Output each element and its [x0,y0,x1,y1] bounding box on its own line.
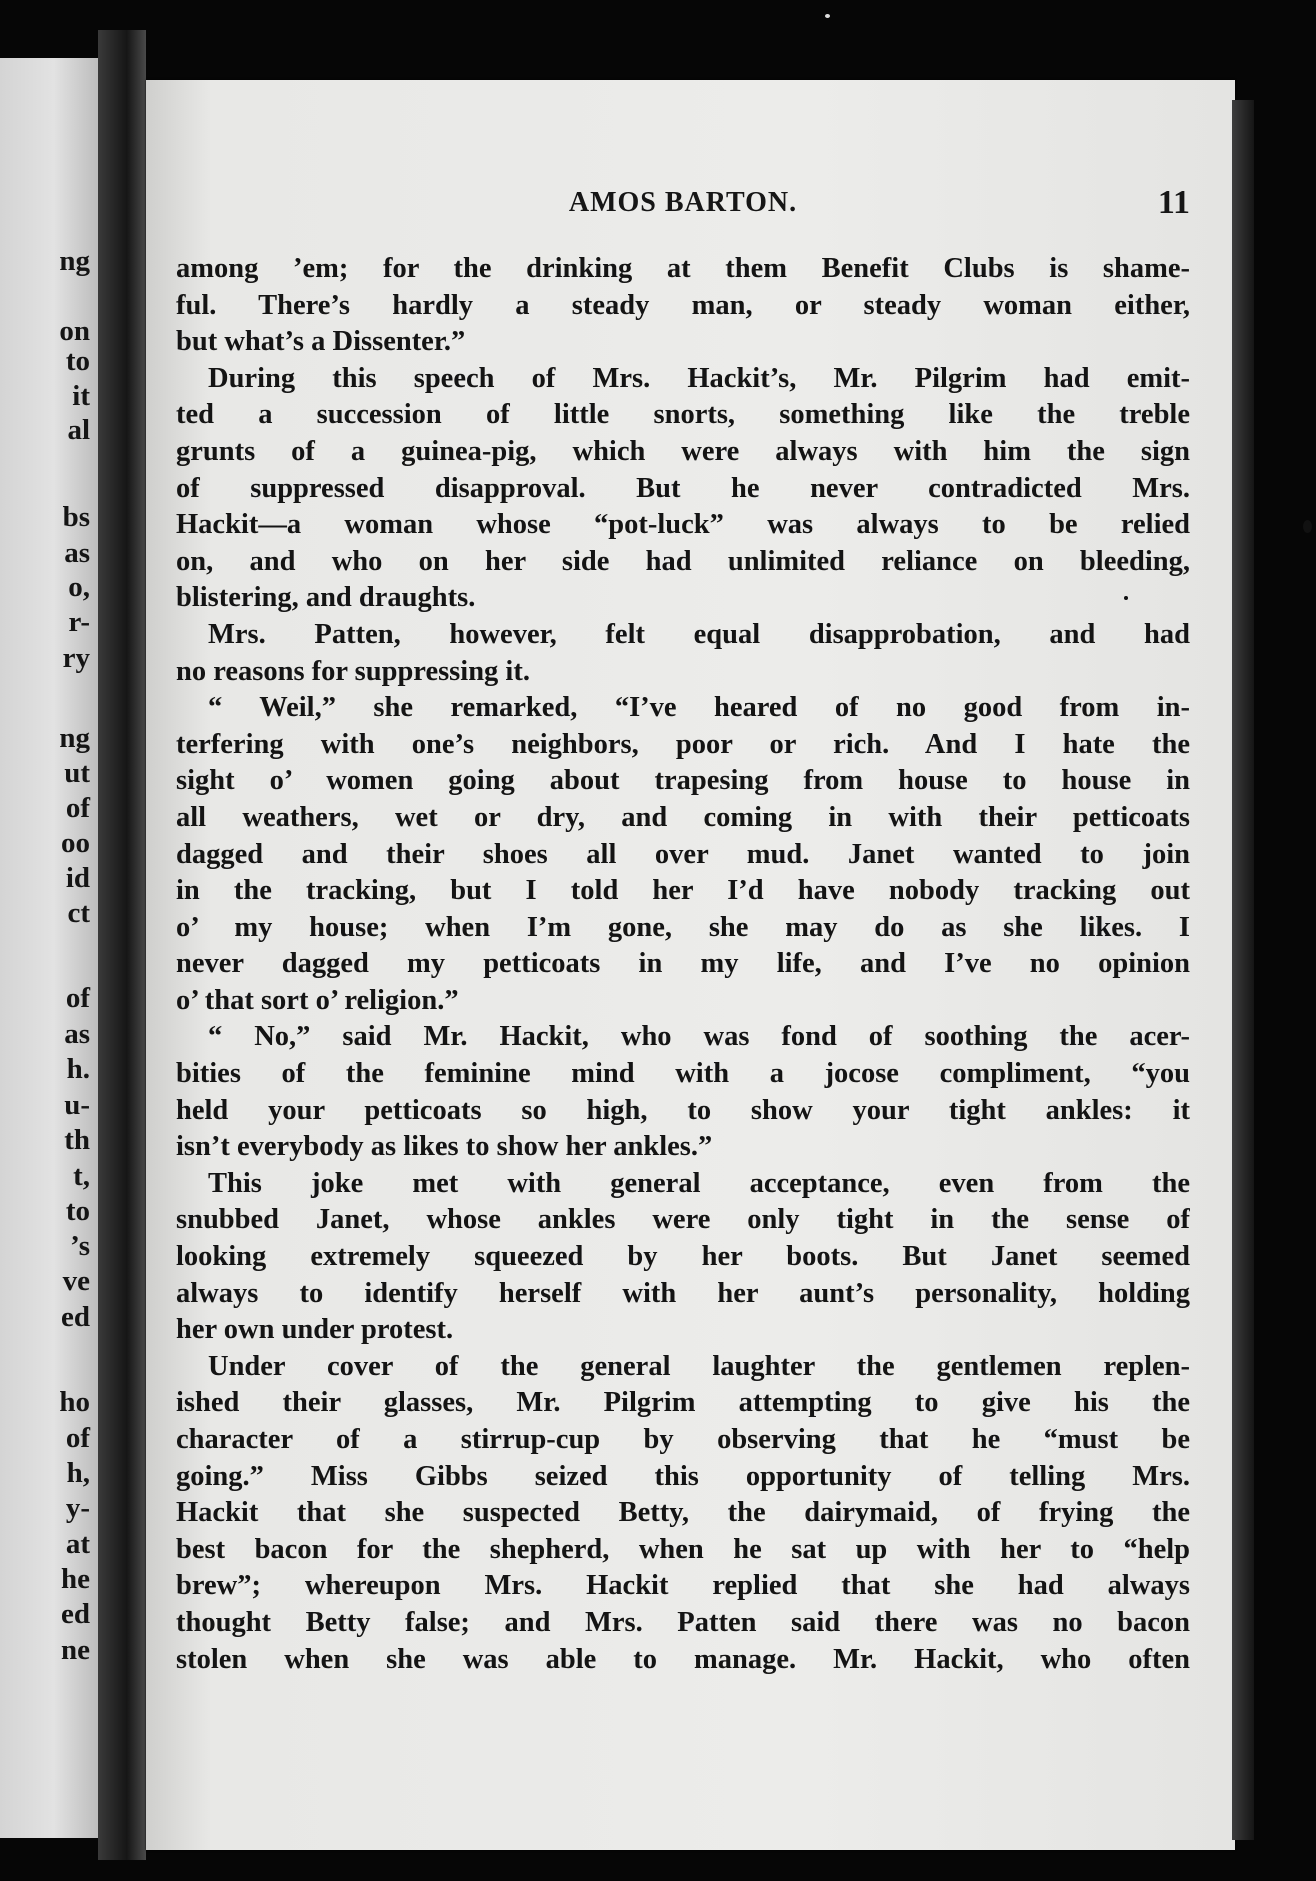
text-line: This joke met with general acceptance, even from the [208,1167,1190,1199]
facing-page-fragment-text: ut [64,757,90,789]
facing-page-fragment-text: ne [61,1634,90,1666]
facing-page-fragment-text: ng [59,245,90,277]
text-line: going.” Miss Gibbs seized this opportunity of telling Mrs. [176,1460,1190,1492]
text-line: blistering, and draughts. [176,582,476,614]
facing-page-fragment-text: t, [73,1160,90,1192]
facing-page-fragment-text: h. [66,1053,90,1085]
text-line: snubbed Janet, whose ankles were only tight in the sense of [176,1204,1190,1236]
facing-page-fragment-text: he [61,1563,90,1595]
scan-speck [825,14,830,18]
text-line: o’ my house; when I’m gone, she may do as she likes. I [176,911,1190,943]
page-number: 11 [1157,184,1190,221]
facing-page-fragment-text: ed [61,1598,90,1630]
facing-page-text-edges [0,58,98,1838]
facing-page-fragment-text: ’s [70,1230,90,1262]
scan-speck [1124,596,1128,600]
facing-page-fragment-text: u- [64,1089,90,1121]
book-page [146,80,1235,1850]
text-line: dagged and their shoes all over mud. Janet wanted to join [176,838,1190,870]
text-line: bities of the feminine mind with a jocose compliment, “you [176,1058,1190,1090]
body-text [176,251,1190,1678]
page-edge-shadow [1232,100,1254,1840]
text-line: terfering with one’s neighbors, poor or rich. And I hate the [176,728,1190,760]
facing-page-fragment-text: ho [59,1386,90,1418]
facing-page-fragment-text: ed [61,1301,90,1333]
facing-page-fragment-text: o, [68,571,90,603]
facing-page-fragment-text: of [65,1422,90,1454]
text-line: always to identify herself with her aunt’s personality, holding [176,1277,1190,1309]
facing-page-fragment-text: r- [68,606,90,638]
facing-page-fragment-text: as [64,1018,90,1050]
running-head: AMOS BARTON. [568,187,798,218]
text-line: During this speech of Mrs. Hackit’s, Mr. Pilgrim had emit- [208,362,1190,394]
facing-page-fragment-text: ry [62,642,90,674]
facing-page-fragment-text: of [65,982,90,1014]
text-line: isn’t everybody as likes to show her ankles.” [176,1131,713,1163]
facing-page-fragment-text: ng [59,722,90,754]
text-line: Hackit that she suspected Betty, the dairymaid, of frying the [176,1497,1190,1529]
text-line: in the tracking, but I told her I’d have nobody tracking out [176,875,1190,907]
facing-page-fragment-text: of [65,792,90,824]
facing-page-fragment-text: ve [62,1265,90,1297]
text-line: her own under protest. [176,1314,454,1346]
page-header [176,184,1190,227]
text-line: ted a succession of little snorts, something like the treble [176,399,1190,431]
text-line: on, and who on her side had unlimited reliance on bleeding, [176,545,1190,577]
facing-page-fragment-text: at [65,1528,90,1560]
text-line: brew”; whereupon Mrs. Hackit replied that she had always [176,1570,1190,1602]
facing-page-fragment-text: oo [61,827,90,859]
text-line: held your petticoats so high, to show your tight ankles: it [176,1094,1190,1126]
facing-page-fragment-text: id [65,862,90,894]
text-line: grunts of a guinea-pig, which were always with him the sign [176,435,1190,467]
facing-page-fragment-text: h, [66,1457,90,1489]
text-line: never dagged my petticoats in my life, and I’ve no opinion [176,948,1190,980]
facing-page-fragment-text: th [64,1124,90,1156]
text-line: ful. There’s hardly a steady man, or steady woman either, [176,289,1190,321]
facing-page-fragment-text: to [65,345,90,377]
text-line: sight o’ women going about trapesing from house to house in [176,765,1190,797]
facing-page-fragment-text: as [64,537,90,569]
text-line: “ Weil,” she remarked, “I’ve heared of no good from in- [208,692,1190,724]
facing-page-fragment-text: al [67,414,90,446]
text-line: among ’em; for the drinking at them Benefit Clubs is shame- [176,253,1190,284]
text-line: Hackit—a woman whose “pot-luck” was always to be relied [176,509,1190,541]
scan-speck [1303,520,1312,533]
text-line: stolen when she was able to manage. Mr. Hackit, who often [176,1643,1190,1675]
book-gutter-shadow [98,30,146,1860]
facing-page-fragment-text: ct [67,897,90,929]
text-line: but what’s a Dissenter.” [176,326,466,358]
text-line: character of a stirrup-cup by observing that he “must be [176,1424,1190,1455]
facing-page-fragment-text: bs [62,501,90,533]
text-line: best bacon for the shepherd, when he sat up with her to “help [176,1533,1190,1565]
text-line: Mrs. Patten, however, felt equal disapprobation, and had [208,618,1190,650]
facing-page-fragment-text: on [59,315,90,347]
facing-page-fragment-text: to [65,1195,90,1227]
text-line: no reasons for suppressing it. [176,655,530,687]
text-line: “ No,” said Mr. Hackit, who was fond of soothing the acer- [208,1021,1190,1053]
text-line: o’ that sort o’ religion.” [176,984,459,1016]
text-line: Under cover of the general laughter the gentlemen replen- [208,1350,1190,1382]
text-line: of suppressed disapproval. But he never contradicted Mrs. [176,472,1190,504]
text-line: looking extremely squeezed by her boots. But Janet seemed [176,1241,1190,1273]
facing-page-fragment-text: it [72,380,90,412]
text-line: thought Betty false; and Mrs. Patten said there was no bacon [176,1606,1190,1638]
text-line: ished their glasses, Mr. Pilgrim attempting to give his the [176,1387,1190,1419]
facing-page-fragment-text: y- [65,1492,90,1524]
text-line: all weathers, wet or dry, and coming in with their petticoats [176,801,1190,833]
facing-page-fragment [0,58,98,1838]
